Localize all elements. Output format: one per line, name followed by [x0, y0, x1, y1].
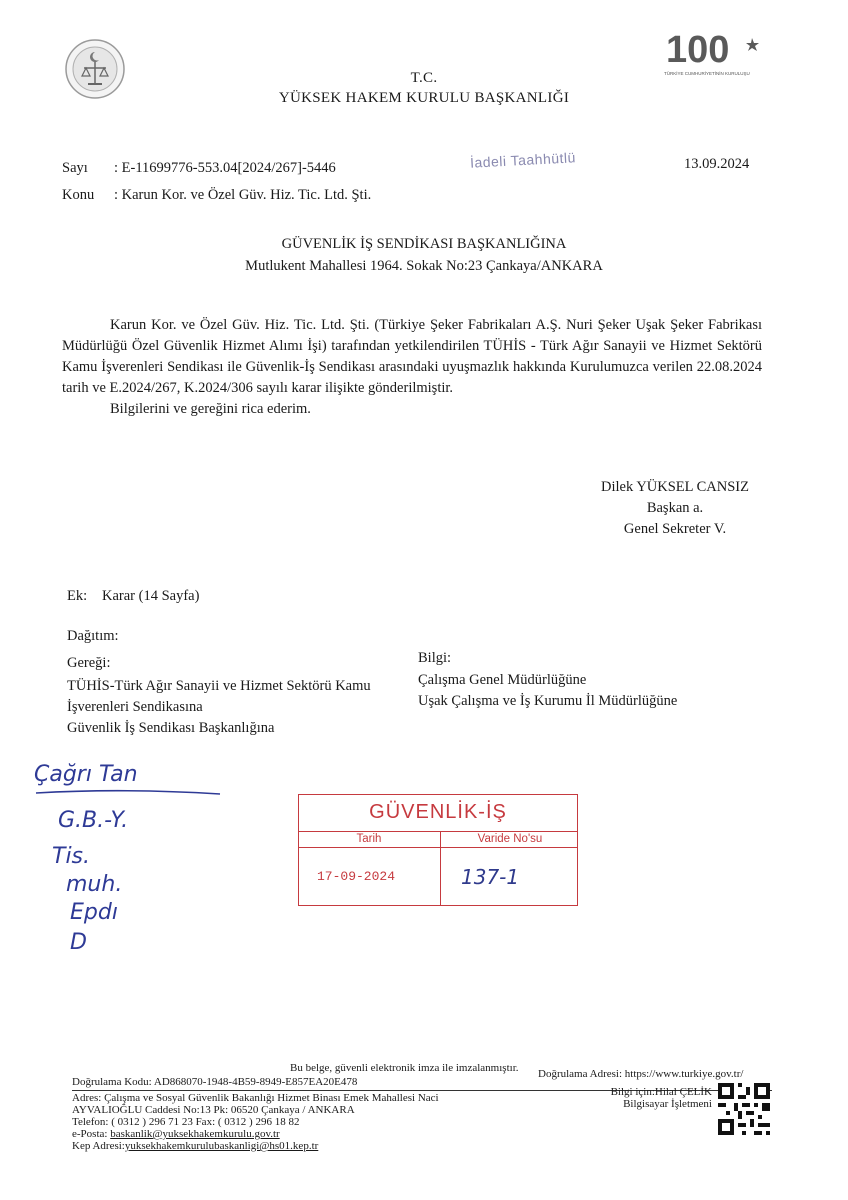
footer-phone: Telefon: ( 0312 ) 296 71 23 Fax: ( 0312 ) 296 18 82	[72, 1116, 300, 1128]
handwritten-note-3: Tis.	[52, 844, 91, 869]
distribution-title: Dağıtım:	[67, 628, 119, 644]
verification-code: Doğrulama Kodu: AD868070-1948-4B59-8949-E857EA20E478	[72, 1076, 358, 1088]
stamp-date-value: 17-09-2024	[317, 869, 396, 884]
logo-caption: TÜRKİYE CUMHURİYETİNİN KURULUŞU	[664, 71, 750, 76]
list-item: Çalışma Genel Müdürlüğüne	[418, 672, 587, 688]
bilgi-label: Bilgi:	[418, 650, 452, 666]
stamp-title: GÜVENLİK-İŞ	[369, 801, 507, 823]
handwriting-underline	[34, 788, 224, 798]
recipient-name: GÜVENLİK İŞ SENDİKASI BAŞKANLIĞINA	[281, 236, 567, 252]
attachment-label: Ek:	[67, 588, 88, 604]
handwritten-note-1: Çağrı Tan	[34, 762, 138, 787]
sayi-label: Sayı	[62, 160, 88, 176]
attachment-value: Karar (14 Sayfa)	[102, 588, 200, 604]
list-item: İşverenleri Sendikasına	[67, 699, 203, 715]
footer-email-link[interactable]: baskanlik@yuksekhakemkurulu.gov.tr	[110, 1128, 280, 1140]
footer-address-1: Adres: Çalışma ve Sosyal Güvenlik Bakanlığı Hizmet Binası Emek Mahallesi Naci	[72, 1092, 439, 1104]
stamp-date-label: Tarih	[356, 833, 382, 845]
footer-email-label: e-Posta:	[72, 1128, 111, 1140]
konu-value: : Karun Kor. ve Özel Güv. Hiz. Tic. Ltd. Şti.	[114, 187, 372, 203]
list-item: Uşak Çalışma ve İş Kurumu İl Müdürlüğüne	[418, 693, 678, 709]
header-country: T.C.	[410, 70, 438, 86]
handwritten-note-4: muh.	[66, 872, 123, 897]
footer-kep-label: Kep Adresi:	[72, 1140, 125, 1152]
header-org-name: YÜKSEK HAKEM KURULU BAŞKANLIĞI	[278, 90, 570, 106]
konu-label: Konu	[62, 187, 95, 203]
info-contact-name: Bilgi için:Hilal ÇELİK	[610, 1086, 712, 1098]
info-contact-title: Bilgisayar İşletmeni	[623, 1098, 712, 1110]
footer-info	[590, 1086, 712, 1110]
iadeli-taahhutlu-stamp: İadeli Taahhütlü	[469, 149, 577, 171]
signer-title: Genel Sekreter V.	[623, 521, 727, 537]
star-icon	[746, 38, 759, 51]
body-paragraph-2: Bilgilerini ve gereğini rica ederim.	[110, 401, 311, 417]
geregi-list	[67, 676, 371, 739]
header	[0, 68, 848, 108]
signature-block	[590, 477, 760, 540]
letter-body	[62, 315, 762, 420]
qr-code	[718, 1082, 770, 1136]
verification-address: Doğrulama Adresi: https://www.turkiye.gov.tr/	[538, 1068, 744, 1080]
footer-contact	[72, 1092, 439, 1152]
list-item: Güvenlik İş Sendikası Başkanlığına	[67, 720, 275, 736]
signer-role: Başkan a.	[646, 500, 704, 516]
stamp-number-value: 137-1	[461, 865, 520, 889]
body-paragraph-1: Karun Kor. ve Özel Güv. Hiz. Tic. Ltd. Şti. (Türkiye Şeker Fabrikaları A.Ş. Nuri Şeker Uşak Şeker Fabrikası Müdürlüğü Özel Güvenlik Hizmet Alımı İşi) tarafından yetkilendirilen TÜHİS - Türk Ağır Sanayii ve Hizmet Sektörü Kamu İşverenleri Sendikası ile Güvenlik-İş Sendikası arasındaki uyuşmazlık hakkında Kurulumuzca verilen 22.08.2024 tarih ve E.2024/267, K.2024/306 sayılı karar ilişikte gönderilmiştir.	[62, 317, 762, 396]
footer-address-2: AYVALIOĞLU Caddesi No:13 Pk: 06520 Çankaya / ANKARA	[72, 1104, 355, 1116]
bilgi-list	[418, 670, 677, 712]
recipient-address: Mutlukent Mahallesi 1964. Sokak No:23 Çankaya/ANKARA	[245, 258, 603, 274]
geregi-label: Gereği:	[67, 655, 111, 671]
signer-name: Dilek YÜKSEL CANSIZ	[601, 479, 749, 495]
sayi-value: : E-11699776-553.04[2024/267]-5446	[114, 160, 336, 176]
stamp-number-label: Varide No'su	[477, 833, 543, 845]
list-item: TÜHİS-Türk Ağır Sanayii ve Hizmet Sektörü Kamu	[67, 678, 371, 694]
handwritten-note-5: Epdı	[70, 900, 118, 925]
logo-100-text: 100	[666, 29, 730, 68]
handwritten-note-6: D	[70, 930, 87, 955]
esign-note: Bu belge, güvenli elektronik imza ile imzalanmıştır.	[290, 1062, 519, 1074]
footer-kep-link[interactable]: yuksekhakemkurulubaskanligi@hs01.kep.tr	[124, 1140, 319, 1152]
handwritten-note-2: G.B.-Y.	[58, 808, 129, 833]
receipt-stamp	[298, 794, 578, 906]
document-date: 13.09.2024	[684, 156, 750, 172]
